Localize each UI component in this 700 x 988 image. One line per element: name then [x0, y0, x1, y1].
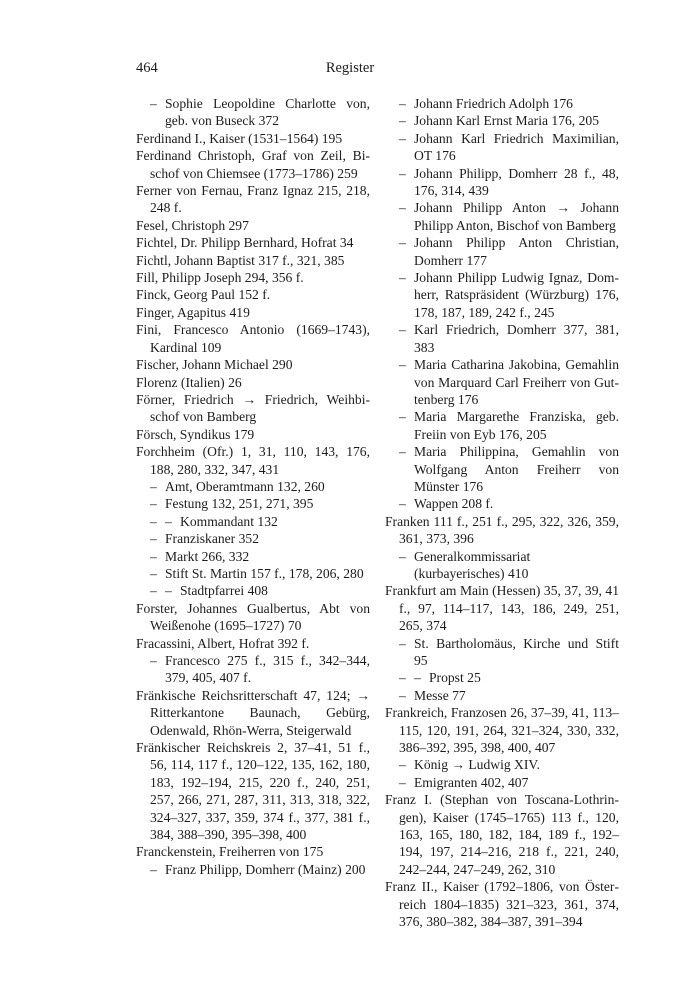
- index-subentry: [385, 95, 619, 112]
- subentry-dash: –: [399, 200, 406, 216]
- entry-text: Johann Philipp, Domherr 28 f., 48, 176, 314, 439: [414, 165, 619, 199]
- subentry-dash: –: [399, 757, 406, 773]
- index-entry: [136, 635, 370, 652]
- subentry-dash: –: [399, 444, 406, 460]
- entry-text: Fill, Philipp Joseph 294, 356 f.: [136, 270, 304, 286]
- entry-text: St. Bartholomäus, Kirche und Stift 95: [414, 635, 619, 668]
- index-entry: [136, 739, 370, 843]
- subentry-dash: –: [150, 653, 157, 668]
- index-entry: [136, 304, 370, 321]
- entry-text: Propst 25: [429, 670, 481, 686]
- index-subentry: [136, 478, 370, 495]
- entry-text: Maria Catharina Jakobina, Gemahlin von Marquard Carl Freiherr von Guttenberg 176: [414, 357, 619, 407]
- subentry-dash: –: [399, 670, 406, 686]
- index-entry: [136, 252, 370, 269]
- subentry-dash: –: [399, 635, 406, 651]
- entry-text: Frankfurt am Main (Hessen) 35, 37, 39, 41 f., 97, 114–117, 143, 186, 249, 251, 265, 374: [385, 583, 619, 634]
- entry-text: Francesco 275 f., 315 f., 342–344, 379, 405, 407 f.: [165, 653, 370, 686]
- entry-text: Emigranten 402, 407: [414, 774, 529, 790]
- index-entry: [385, 791, 619, 878]
- subentry-dash: –: [150, 513, 157, 529]
- entry-text: Franziskaner 352: [165, 531, 259, 547]
- subentry-dash: –: [165, 513, 172, 529]
- index-subentry: [136, 548, 370, 565]
- entry-text: König → Ludwig XIV.: [414, 757, 540, 773]
- entry-text: Johann Karl Friedrich Maximilian, OT 176: [414, 130, 619, 164]
- index-subentry: [385, 408, 619, 443]
- entry-text: Markt 266, 332: [165, 548, 250, 564]
- running-title: Register: [325, 60, 375, 76]
- index-entry: [136, 182, 370, 217]
- index-column-left: [136, 95, 370, 878]
- entry-text: Finck, Georg Paul 152 f.: [136, 287, 271, 303]
- subentry-dash: –: [399, 113, 406, 129]
- index-entry: [136, 426, 370, 443]
- entry-text: Fracassini, Albert, Hofrat 392 f.: [136, 635, 310, 651]
- subentry-dash: –: [414, 670, 421, 686]
- subentry-dash: –: [150, 531, 157, 547]
- entry-text: Florenz (Italien) 26: [136, 374, 242, 390]
- entry-text: Ferner von Fernau, Franz Ignaz 215, 218, 248 f.: [136, 183, 370, 216]
- entry-text: Franz II., Kaiser (1792–1806, von Österreich 1804–1835) 321–323, 361, 374, 376, 380–382, 384–387, 391–394: [385, 879, 619, 930]
- entry-text: Wappen 208 f.: [414, 496, 494, 512]
- index-subentry: [385, 687, 619, 704]
- index-subentry: [385, 548, 619, 583]
- index-subentry: [385, 130, 619, 165]
- entry-text: Fini, Francesco Antonio (1669–1743), Kardinal 109: [136, 322, 370, 355]
- index-subentry: [385, 635, 619, 670]
- index-subentry: [385, 234, 619, 269]
- entry-text: Johann Friedrich Adolph 176: [414, 96, 573, 111]
- subentry-dash: –: [399, 357, 406, 373]
- index-entry: [136, 443, 370, 478]
- entry-text: Försch, Syndikus 179: [136, 426, 255, 442]
- entry-text: Messe 77: [414, 687, 466, 703]
- subentry-dash: –: [399, 774, 406, 790]
- index-entry: [136, 286, 370, 303]
- entry-text: Forster, Johannes Gualbertus, Abt von Weißenohe (1695–1727) 70: [136, 600, 370, 634]
- subentry-dash: –: [399, 96, 406, 111]
- index-subentry: [385, 269, 619, 321]
- index-subentry: [385, 669, 619, 686]
- entry-text: Karl Friedrich, Domherr 377, 381, 383: [414, 322, 619, 355]
- subentry-dash: –: [399, 270, 406, 286]
- entry-text: Stadtpfarrei 408: [180, 583, 268, 599]
- entry-text: Johann Karl Ernst Maria 176, 205: [414, 113, 599, 129]
- entry-text: Amt, Oberamtmann 132, 260: [165, 478, 325, 494]
- subentry-dash: –: [399, 322, 406, 338]
- index-column-right: [385, 95, 619, 931]
- index-entry: [136, 687, 370, 739]
- entry-text: Johann Philipp Ludwig Ignaz, Domherr, Ratspräsident (Würzburg) 176, 178, 187, 189, 242 f., 245: [414, 270, 619, 320]
- entry-text: Ferdinand Christoph, Graf von Zeil, Bischof von Chiemsee (1773–1786) 259: [136, 148, 370, 181]
- index-subentry: [136, 565, 370, 582]
- subentry-dash: –: [150, 96, 157, 111]
- index-entry: [136, 843, 370, 860]
- entry-text: Festung 132, 251, 271, 395: [165, 496, 314, 512]
- subentry-dash: –: [399, 165, 406, 181]
- subentry-dash: –: [150, 548, 157, 564]
- index-subentry: [385, 112, 619, 129]
- entry-text: Fesel, Christoph 297: [136, 217, 249, 233]
- index-subentry: [136, 652, 370, 687]
- subentry-dash: –: [150, 478, 157, 494]
- entry-text: Fränkischer Reichskreis 2, 37–41, 51 f., 56, 114, 117 f., 120–122, 135, 162, 180, 183, 192–194, 215, 220 f., 240, 251, 257, 266, 271, 287, 311, 313, 318, 322, 324–327, 337, 359, 374 f., 377, 381 f., 384, 388–390, 395–398, 400: [136, 740, 370, 843]
- entry-text: Maria Philippina, Gemahlin von Wolfgang Anton Freiherr von Münster 176: [414, 444, 619, 494]
- index-subentry: [385, 756, 619, 773]
- entry-text: Sophie Leopoldine Charlotte von, geb. von Buseck 372: [165, 96, 370, 129]
- index-entry: [136, 374, 370, 391]
- subentry-dash: –: [150, 496, 157, 512]
- entry-text: Forchheim (Ofr.) 1, 31, 110, 143, 176, 188, 280, 332, 347, 431: [136, 444, 370, 477]
- entry-text: Fichtl, Johann Baptist 317 f., 321, 385: [136, 252, 345, 268]
- index-entry: [385, 513, 619, 548]
- entry-text: Johann Philipp Anton Christian, Domherr 177: [414, 235, 619, 268]
- index-entry: [385, 878, 619, 930]
- index-subentry: [136, 495, 370, 512]
- subentry-dash: –: [150, 583, 157, 599]
- entry-text: Kommandant 132: [180, 513, 278, 529]
- entry-text: Franken 111 f., 251 f., 295, 322, 326, 359, 361, 373, 396: [385, 513, 619, 547]
- index-entry: [136, 147, 370, 182]
- entry-text: Franz I. (Stephan von Toscana-Lothringen), Kaiser (1745–1765) 113 f., 120, 163, 165, 180, 182, 184, 189 f., 192–194, 197, 214–216, 218 f., 221, 240, 242–244, 247–249, 262, 310: [385, 792, 619, 877]
- entry-text: Fischer, Johann Michael 290: [136, 357, 293, 373]
- subentry-dash: –: [399, 687, 406, 703]
- entry-text: Stift St. Martin 157 f., 178, 206, 280: [165, 565, 364, 581]
- index-entry: [136, 356, 370, 373]
- entry-text: Generalkommissariat (kurbayerisches) 410: [414, 548, 531, 581]
- index-entry: [136, 600, 370, 635]
- index-entry: [385, 582, 619, 634]
- entry-text: Franckenstein, Freiherren von 175: [136, 844, 324, 860]
- index-subentry: [136, 530, 370, 547]
- subentry-dash: –: [399, 409, 406, 425]
- index-subentry: [385, 199, 619, 234]
- index-subentry: [136, 582, 370, 599]
- index-subentry: [385, 495, 619, 512]
- entry-text: Frankreich, Franzosen 26, 37–39, 41, 113–115, 120, 191, 264, 321–324, 330, 332, 386–392, 395, 398, 400, 407: [385, 705, 619, 756]
- subentry-dash: –: [399, 235, 406, 251]
- subentry-dash: –: [150, 861, 157, 877]
- entry-text: Fichtel, Dr. Philipp Bernhard, Hofrat 34: [136, 235, 354, 251]
- index-entry: [136, 321, 370, 356]
- index-subentry: [385, 774, 619, 791]
- subentry-dash: –: [399, 130, 406, 146]
- entry-text: Ferdinand I., Kaiser (1531–1564) 195: [136, 130, 343, 146]
- entry-text: Fränkische Reichsritterschaft 47, 124; → Ritterkantone Baunach, Gebürg, Odenwald, Rhön-Werra, Steigerwald: [136, 687, 370, 738]
- index-subentry: [385, 356, 619, 408]
- index-entry: [136, 391, 370, 426]
- index-subentry: [385, 321, 619, 356]
- index-entry: [385, 704, 619, 756]
- page-number: 464: [136, 60, 158, 76]
- index-entry: [136, 130, 370, 147]
- index-subentry: [385, 443, 619, 495]
- index-subentry: [385, 165, 619, 200]
- entry-text: Franz Philipp, Domherr (Mainz) 200: [165, 861, 366, 877]
- index-entry: [136, 234, 370, 251]
- index-subentry: [136, 861, 370, 878]
- subentry-dash: –: [165, 583, 172, 599]
- index-entry: [136, 269, 370, 286]
- subentry-dash: –: [399, 548, 406, 564]
- subentry-dash: –: [399, 496, 406, 512]
- index-subentry: [136, 513, 370, 530]
- entry-text: Johann Philipp Anton → Johann Philipp Anton, Bischof von Bamberg: [414, 200, 619, 233]
- entry-text: Finger, Agapitus 419: [136, 304, 250, 320]
- page-header: [0, 60, 700, 80]
- entry-text: Maria Margarethe Franziska, geb. Freiin von Eyb 176, 205: [414, 409, 619, 442]
- index-entry: [136, 217, 370, 234]
- index-subentry: [136, 95, 370, 130]
- subentry-dash: –: [150, 565, 157, 581]
- entry-text: Förner, Friedrich → Friedrich, Weihbischof von Bamberg: [136, 391, 370, 425]
